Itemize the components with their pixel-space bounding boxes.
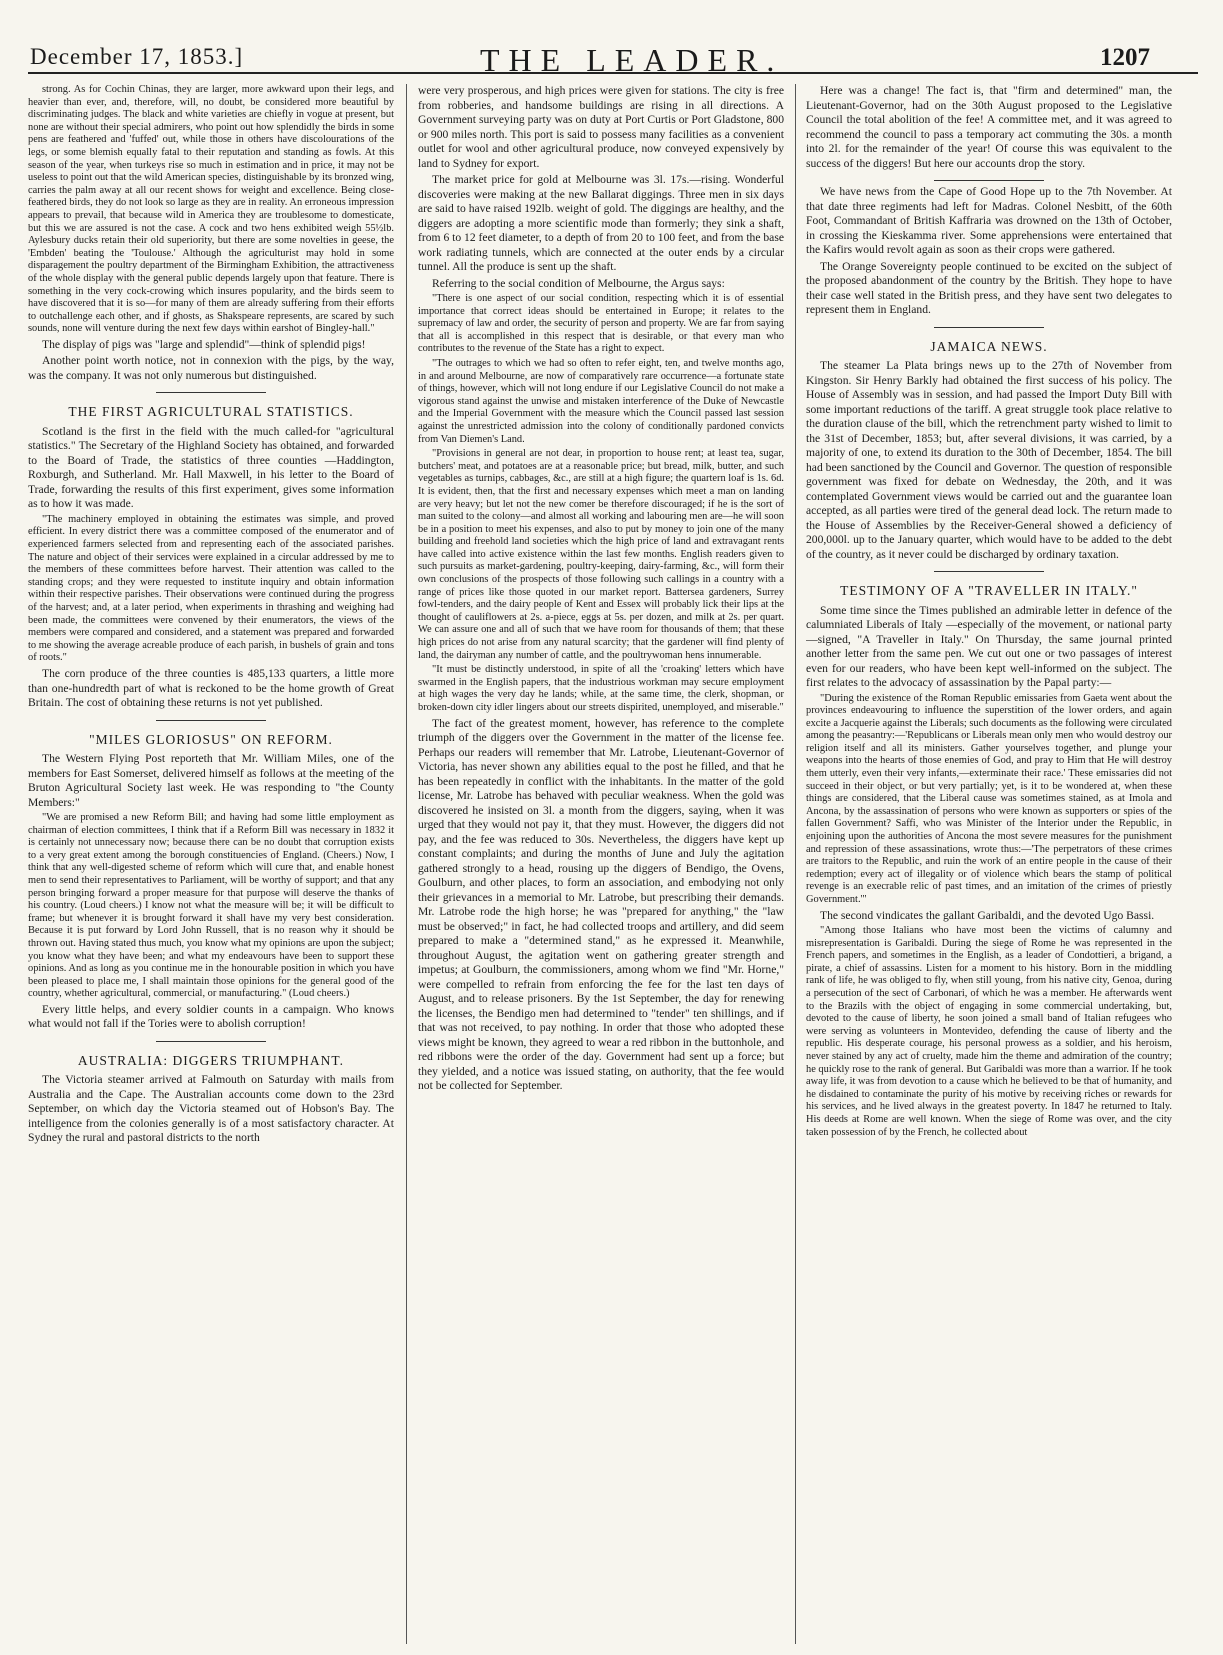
section-separator	[934, 180, 1044, 181]
article-paragraph: The Western Flying Post reporteth that Mr. William Miles, one of the members for East Somerset, delivered himself as follows at the meeting of the Bruton Agricultural Society last week. He was responding to "the County Members:"	[28, 752, 394, 809]
quoted-passage: "We are promised a new Reform Bill; and having had some little employment as chairman of election committees, I think that if a Reform Bill was necessary in 1832 it is certainly not unnecessary now; because there can be no doubt that corruption exists to a very great extent among the borough constituencies of England. (Cheers.) Now, I think that any well-digested scheme of reform which will cure that, and enable honest men to send their representatives to Parliament, will be worthy of support; and that any person bringing forward a proper measure for that purpose will deserve the thanks of his country. (Loud cheers.) I know not what the measure will be; it will be difficult to frame; but whenever it is brought forward it shall have my very best consideration. Because it is put forward by Lord John Russell, that is no reason why it should be thrown out. Having stated thus much, you know what my opinions are upon the subject; you know what they have been; and what my endeavours have been to support these opinions. And as long as you continue me in the honourable position in which you have been pleased to place me, I shall maintain those opinions for the general good of the country, whether agricultural, commercial, or manufacturing." (Loud cheers.)	[28, 812, 394, 1000]
article-heading: AUSTRALIA: DIGGERS TRIUMPHANT.	[77, 1052, 345, 1068]
quoted-passage: "Provisions in general are not dear, in proportion to house rent; at least tea, sugar, butchers' meat, and potatoes are at a reasonable price; but bread, milk, butter, and such vegetables as turnips, cabbages, &c., are still at a high figure; the quartern loaf is 1s. 6d. It is evident, then, that the first and necessary expenses which meet a man on landing are very heavy; but let not the new comer be therefore discouraged; if he is the sort of man suited to the colony—and almost all working and labouring men are—he will soon be in a position to meet his expenses, and also to put by money to join one of the many building and freehold land societies which the high price of land and extravagant rents have called into active existence within the last few months. English readers given to such pursuits as market-gardening, poultry-keeping, dairy-farming, &c., will form their own conclusions of the prospects of those following such callings in a country with a range of prices like those quoted in our market report. Battersea gardeners, Surrey fowl-tenders, and the dairy people of Kent and Essex will probably lick their lips at the thought of cauliflowers at 2s. a-piece, eggs at 5s. per dozen, and milk at 2s. per quart. We can assure one and all of such that we have room for thousands of them; that these high prices do not arise from any natural scarcity; that the gardener will find plenty of land, the dairyman any number of cattle, and the poultrywoman hens innumerable.	[418, 448, 784, 661]
article-paragraph: The second vindicates the gallant Garibaldi, and the devoted Ugo Bassi.	[820, 908, 1155, 922]
article-heading: JAMAICA NEWS.	[930, 338, 1048, 354]
article-heading: THE FIRST AGRICULTURAL STATISTICS.	[68, 404, 354, 420]
article-paragraph: The Orange Sovereignty people continued to be excited on the subject of the proposed abandonment of the country by the British. They hope to have their case well stated in the British press, and they have sent two delegates to represent them in England.	[806, 259, 1172, 316]
newspaper-title: THE LEADER.	[480, 42, 784, 78]
column-3	[806, 84, 1172, 1644]
section-separator	[156, 1041, 266, 1042]
quoted-passage: strong. As for Cochin Chinas, they are larger, more awkward upon their legs, and heavier than ever, and, therefore, will, no doubt, be considered more beautiful by discriminating judges. The black and white varieties are chiefly in vogue at present, but none are without their special admirers, who point out how splendidly the birds in some pens are feathered and 'fuffed' out, while those in others have discolourations of the legs, or some blemish equally fatal to their reputation and standing as fowls. At this season of the year, when turkeys rise so much in estimation and in price, it may not be useless to point out that the wild American species, distinguishable by its bronzed wing, carries the palm away at all our recent shows for weight and excellence. Being close-feathered birds, they do not look so large as they are in reality. An erroneous impression appears to prevail, that because wild in America they are troublesome to domesticate, but this we are assured is not the case. A cock and two hens exhibited weigh 55½lb. Aylesbury ducks retain their old superiority, but there are some novelties in geese, the 'Embden' beating the 'Toulouse.' Although the agriculturist may hold in some disparagement the poultry department of the Birmingham Exhibition, the attractiveness of the whole display with the general public depends largely upon that feature. There is something in the very cock-crowing which insures popularity, and the birds seem to have discovered that it is so—for many of them are already suffering from their efforts to outchallenge each other, and if ghosts, as Shakspeare represents, are scared by such sounds, none will venture during the next few days within earshot of Bingley-hall."	[28, 84, 394, 335]
quoted-passage: "The machinery employed in obtaining the estimates was simple, and proved efficient. In every district there was a committee composed of the enumerator and of experienced farmers selected from and representing each of the associated parishes. The nature and object of their services were explained in a circular addressed by me to the members of these committees before harvest. Their attention was called to the standing crops; and they were requested to institute inquiry and obtain information within their respective parishes. Their observations were continued during the progress of the harvest; and, at a later period, when experiments in thrashing and weighing had been made, the committees were convened by their enumerators, the views of the members were compared and considered, and a statement was prepared and forwarded to me showing the average acreable produce of each parish, in bushels of grain and tons of roots."	[28, 513, 394, 664]
article-paragraph: The corn produce of the three counties is 485,133 quarters, a little more than one-hundredth part of what is reckoned to be the home growth of Great Britain. The cost of obtaining these returns is not yet published.	[28, 667, 394, 709]
quoted-passage: "Among those Italians who have most been the victims of calumny and misrepresentation is Garibaldi. During the siege of Rome he was represented in the French papers, and sometimes in the English, as a leader of Condottieri, a brigand, a pirate, a chief of assassins. Listen for a moment to his history. Born in the middling rank of life, he was obliged to fly, when still young, from his native city, Genoa, during a persecution of the sect of Carbonari, of which he was a member. He afterwards went to the Brazils with the object of engaging in some commercial undertaking, but, devoted to the cause of liberty, he soon joined a small band of Italian refugees who were serving as volunteers in Montevideo, defending the cause of liberty and the republic. His desperate courage, his personal prowess as a soldier, and his heroism, never stained by any act of cruelty, made him the theme and admiration of the country; he quickly rose to the rank of general. But Garibaldi was more than a warrior. If he took away life, it was from devotion to a cause which he believed to be that of humanity, and he disdained to contaminate the purity of his motive by receiving riches or rewards for his services, and he lived always in the greatest poverty. In 1847 he returned to Italy. His deeds at Rome are well known. When the siege of Rome was over, and the city taken possession of by the French, he collected about	[806, 925, 1172, 1138]
quoted-passage: "The outrages to which we had so often to refer eight, ten, and twelve months ago, in and around Melbourne, are now of comparatively rare occurrence—a fortunate state of things, however, which will not long endure if our Legislative Council do not make a vigorous stand against the unwise and mistaken interference of the Duke of Newcastle and the Imperial Government with the measure which the Council passed last session against the unrestricted admission into the colony of conditionally pardoned convicts from Van Diemen's Land.	[418, 357, 784, 445]
article-paragraph: were very prosperous, and high prices were given for stations. The city is free from robberies, and handsome buildings are rising in all directions. A Government surveying party was on duty at Port Curtis or Port Gladstone, 800 or 900 miles north. This port is said to possess many facilities as a convenient outlet for wool and other agricultural produce, now conveyed expensively by land to Sydney for export.	[418, 84, 784, 170]
section-separator	[156, 720, 266, 721]
column-2	[418, 84, 784, 1644]
section-separator	[156, 392, 266, 393]
masthead	[0, 0, 1223, 78]
quoted-passage: "There is one aspect of our social condition, respecting which it is of essential importance that correct ideas should be entertained in Europe; it relates to the supremacy of law and order, the security of person and property. We are far from saying that all is accomplished in this respect that is desirable, or that every man who contributes to the revenue of the State has a right to expect.	[418, 293, 784, 355]
quoted-passage: "It must be distinctly understood, in spite of all the 'croaking' letters which have swarmed in the English papers, that the industrious workman may secure employment at high wages the very day he lands; while, at the same time, the clerk, shopman, or broken-down city idler lingers about our streets dispirited, unemployed, and miserable."	[418, 664, 784, 713]
article-paragraph: The steamer La Plata brings news up to the 27th of November from Kingston. Sir Henry Barkly had obtained the first success of his policy. The House of Assembly was in session, and had passed the Import Duty Bill with some important reductions of the tariff. A great struggle took place relative to the duration clause of the bill, which the retrenchment party wished to limit to the 31st of December, 1853; but, after several divisions, it was carried, by a majority of one, to extend its duration to the 30th of December, 1854. The bill had been sanctioned by the Council and Governor. The question of responsible government was fixed for debate on Wednesday, the 20th, and it was contemplated Government views would be carried out and the guarantee loan accepted, as all parties were tired of the general dead lock. The return made to the House of Assemblies by the Receiver-General showed a deficiency of 200,000l. up to the January quarter, which would have to be added to the debt of the country, as it never could be discharged by ordinary taxation.	[806, 359, 1172, 561]
article-paragraph: Referring to the social condition of Melbourne, the Argus says:	[432, 276, 725, 290]
section-separator	[934, 327, 1044, 328]
article-heading: "MILES GLORIOSUS" ON REFORM.	[89, 731, 333, 747]
article-paragraph: Some time since the Times published an admirable letter in defence of the calumniated Liberals of Italy —especially of the movement, or national party—signed, "A Traveller in Italy." On Thursday, the same journal printed another letter from the same pen. We cut out one or two passages of interest even for our readers, who have been kept well-informed on the subject. The first relates to the advocacy of assassination by the Papal party:—	[806, 603, 1172, 689]
issue-date: December 17, 1853.]	[30, 44, 244, 69]
column-divider	[795, 84, 796, 1644]
article-paragraph: Another point worth notice, not in connexion with the pigs, by the way, was the company. It was not only numerous but distinguished.	[28, 354, 394, 382]
article-paragraph: The Victoria steamer arrived at Falmouth on Saturday with mails from Australia and the Cape. The Australian accounts come down to the 23rd September, on which day the Victoria steamed out of Hobson's Bay. The intelligence from the colonies generally is of a most satisfactory character. At Sydney the rural and pastoral districts to the north	[28, 1073, 394, 1145]
article-heading: TESTIMONY OF A "TRAVELLER IN ITALY."	[840, 583, 1138, 598]
article-paragraph: The fact of the greatest moment, however, has reference to the complete triumph of the diggers over the Government in the matter of the license fee. Perhaps our readers will remember that Mr. Latrobe, Lieutenant-Governor of Victoria, has never shown any abilities equal to the post he filled, and that he has been repeatedly in conflict with the inhabitants. In the matter of the gold license, Mr. Latrobe has behaved with peculiar weakness. When the gold was discovered he insisted on 3l. a month from the diggers, saying, when it was urged that they would not pay it, that they must. However, the diggers did not pay, and the fee was reduced to 30s. Nevertheless, the diggers have kept up constant complaints; and during the months of June and July the agitation gathered strongly to a head, rousing up the diggers of Bendigo, the Ovens, Goulburn, and other places, to form an association, and embodying not only their grievances in a memorial to Mr. Latrobe, but prescribing their demands. Mr. Latrobe rode the high horse; he was "prepared for anything," the "law must be observed;" in fact, he had collected troops and artillery, and did seem prepared to make a "determined stand," as he expressed it. Meanwhile, throughout August, the agitation went on gathering greater strength and impetus; at Goulburn, the commissioners, among whom we find "Mr. Horne," were compelled to refrain from enforcing the fee for the last ten days of August, and to release prisoners. By the 1st September, the day for renewing the licenses, the Bendigo men had determined to "tender" ten shillings, and if that was not received, to pay nothing. In order that those who adopted these views might be known, they agreed to wear a red ribbon in the buttonhole, and red ribbons were the order of the day. Government had sent up a force; but they yielded, and a notice was issued stating, on authority, that the fee would not be collected for September.	[418, 716, 784, 1093]
page-number: 1207	[1100, 44, 1150, 71]
article-paragraph: Here was a change! The fact is, that "firm and determined" man, the Lieutenant-Governor, had on the 30th August proposed to the Legislative Council the total abolition of the fee! A committee met, and it was agreed to recommend the council to pass a temporary act commuting the 30s. a month into 2l. for the remainder of the year! Of course this was equivalent to the success of the diggers! But here our accounts drop the story.	[806, 84, 1172, 170]
header-rule	[28, 72, 1198, 74]
quoted-passage: "During the existence of the Roman Republic emissaries from Gaeta went about the provinces endeavouring to influence the superstition of the lower orders, and again excite a Jacquerie against the Liberals; such documents as the following were circulated among the peasantry:—'Republicans or Liberals mean only men who would destroy our religion itself and all its ministers. Gather yourselves together, and plunge your weapons into the hearts of those enemies of God, and pray to Him that He will destroy them utterly, even their very infants,—exterminate their race.' These emissaries did not succeed in their object, or but very partially; yet, is it to be wondered at, when these things are considered, that the Liberal cause was sometimes stained, as at Imola and Ancona, by the assassination of persons who were known as supporters or spies of the fallen Government? Saffi, who was Minister of the Interior under the Republic, in enjoining upon the authorities of Ancona the most severe measures for the punishment and repression of these assassinations, wrote thus:—'The perpetrators of these crimes are traitors to the Republic, and ruin the work of an entire people in the cause of their redemption; every act of illegality or of violence which bears the stamp of political revenge is an execrable relic of past times, and an imitation of the crimes of priestly Government.'"	[806, 692, 1172, 905]
article-paragraph: The market price for gold at Melbourne was 3l. 17s.—rising. Wonderful discoveries were making at the new Ballarat diggings. Three men in six days are said to have raised 192lb. weight of gold. The diggings are healthy, and the diggers are adopting a more scientific mode than formerly; they sink a shaft, from 6 to 12 feet diameter, to a depth of from 20 to 100 feet, and from the base work radiating tunnels, which are connected at the outer ends by a circular tunnel. All the produce is sent up the shaft.	[418, 173, 784, 273]
section-separator	[934, 571, 1044, 572]
article-paragraph: Scotland is the first in the field with the much called-for "agricultural statistics." The Secretary of the Highland Society has obtained, and forwarded to the Board of Trade, the statistics of three counties —Haddington, Roxburgh, and Sutherland. Mr. Hall Maxwell, in his letter to the Board of Trade, forwarding the results of this first experiment, gives some information as to how it was made.	[28, 424, 394, 511]
article-paragraph: We have news from the Cape of Good Hope up to the 7th November. At that date three regiments had left for Madras. Colonel Nesbitt, of the 60th Foot, Commandant of British Kaffraria was drowned on the 13th of October, in crossing the Kieskamma river. Some apprehensions were entertained that the Kafirs would revolt again as soon as their crops were gathered.	[806, 185, 1172, 256]
column-1	[28, 84, 394, 1644]
article-paragraph: The display of pigs was "large and splendid"—think of splendid pigs!	[42, 337, 366, 351]
article-paragraph: Every little helps, and every soldier counts in a campaign. Who knows what would not fall if the Tories were to abolish corruption!	[28, 1002, 394, 1031]
column-divider	[406, 84, 407, 1644]
